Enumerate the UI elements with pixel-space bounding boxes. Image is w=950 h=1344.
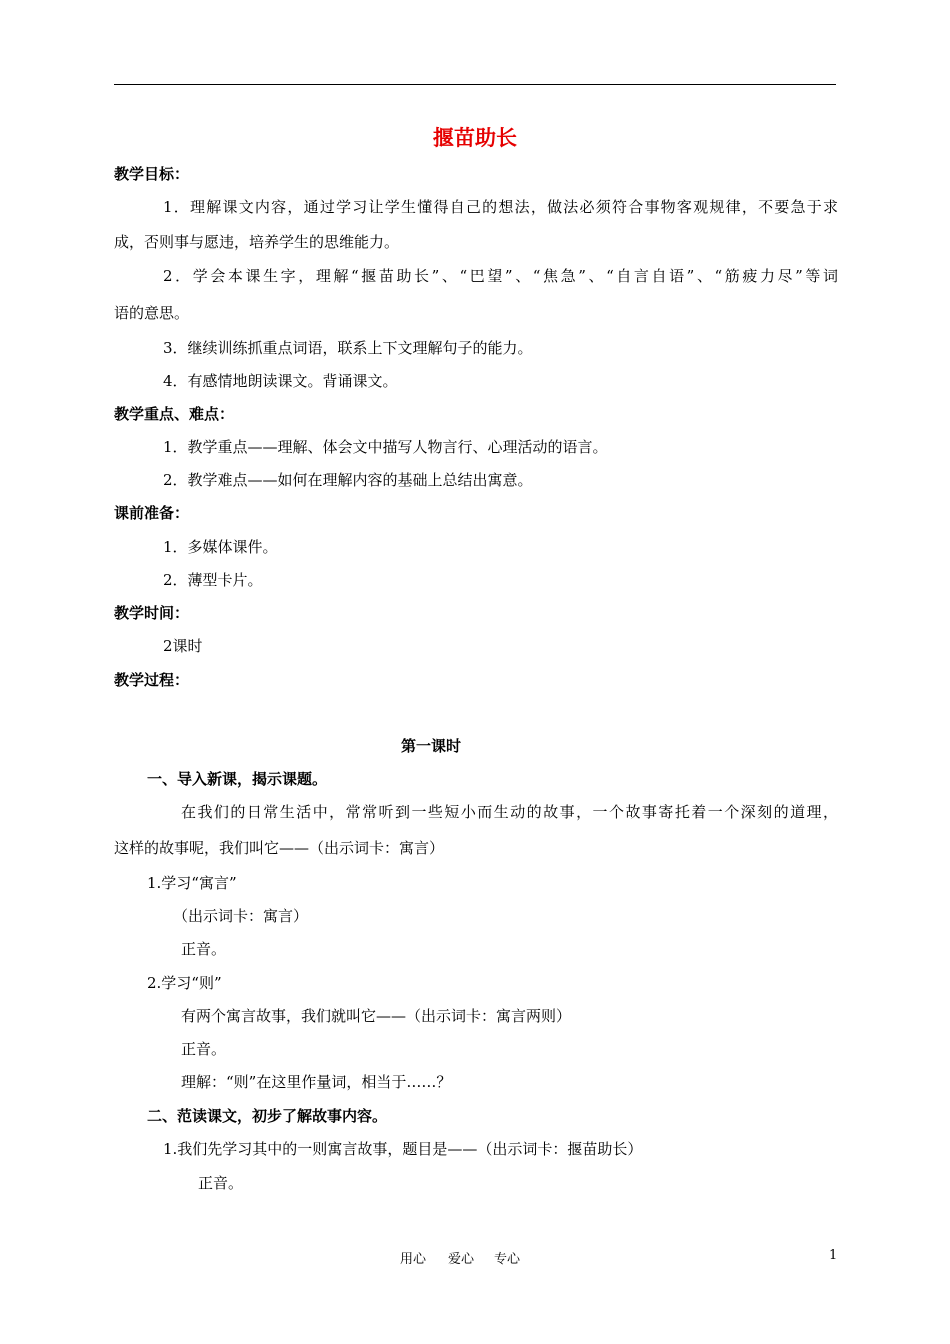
part-2-step-1: 1.我们先学习其中的一则寓言故事，题目是——（出示词卡：揠苗助长） — [163, 1140, 643, 1158]
step-2-explain: 理解：“则”在这里作量词，相当于……？ — [181, 1073, 452, 1091]
preparation-item-1: 1．多媒体课件。 — [163, 538, 278, 556]
preparation-heading: 课前准备： — [114, 504, 190, 522]
document-title: 揠苗助长 — [433, 126, 517, 150]
part-1-paragraph-cont: 这样的故事呢，我们叫它——（出示词卡：寓言） — [114, 839, 445, 857]
step-2: 2.学习“则” — [147, 974, 222, 992]
step-2-note: 正音。 — [181, 1040, 227, 1058]
step-1: 1.学习“寓言” — [147, 874, 237, 892]
objective-item-1: 1．理解课文内容，通过学习让学生懂得自己的想法，做法必须符合事物客观规律，不要急于求 — [163, 198, 838, 216]
process-heading: 教学过程： — [114, 671, 190, 689]
key-points-heading: 教学重点、难点： — [114, 405, 235, 423]
part-1-heading: 一、导入新课，揭示课题。 — [147, 770, 328, 788]
part-2-heading: 二、范读课文，初步了解故事内容。 — [147, 1107, 388, 1125]
header-rule — [114, 84, 836, 85]
objectives-heading: 教学目标： — [114, 165, 190, 183]
time-heading: 教学时间： — [114, 604, 190, 622]
page-number: 1 — [829, 1248, 838, 1263]
footer-motto-3: 专心 — [494, 1252, 521, 1267]
objective-item-2: 2．学会本课生字，理解“揠苗助长”、“巴望”、“焦急”、“自言自语”、“筋疲力尽”等词 — [163, 267, 838, 285]
step-1-note: 正音。 — [181, 940, 227, 958]
objective-item-2-cont: 语的意思。 — [114, 304, 190, 322]
lesson-1-heading: 第一课时 — [400, 737, 461, 755]
time-value: 2课时 — [163, 637, 203, 655]
key-point-item-1: 1．教学重点——理解、体会文中描写人物言行、心理活动的语言。 — [163, 438, 608, 456]
objective-item-3: 3．继续训练抓重点词语，联系上下文理解句子的能力。 — [163, 339, 533, 357]
part-1-paragraph: 在我们的日常生活中，常常听到一些短小而生动的故事，一个故事寄托着一个深刻的道理， — [181, 803, 838, 821]
objective-item-1-cont: 成，否则事与愿违，培养学生的思维能力。 — [114, 233, 400, 251]
part-2-step-1-note: 正音。 — [198, 1174, 244, 1192]
footer-motto-1: 用心 — [400, 1252, 427, 1267]
preparation-item-2: 2．薄型卡片。 — [163, 571, 263, 589]
footer-motto-2: 爱心 — [448, 1252, 475, 1267]
key-point-item-2: 2．教学难点——如何在理解内容的基础上总结出寓意。 — [163, 471, 533, 489]
step-2-line: 有两个寓言故事，我们就叫它——（出示词卡：寓言两则） — [181, 1007, 572, 1025]
objective-item-4: 4．有感情地朗读课文。背诵课文。 — [163, 372, 398, 390]
step-1-card: （出示词卡：寓言） — [173, 907, 309, 925]
